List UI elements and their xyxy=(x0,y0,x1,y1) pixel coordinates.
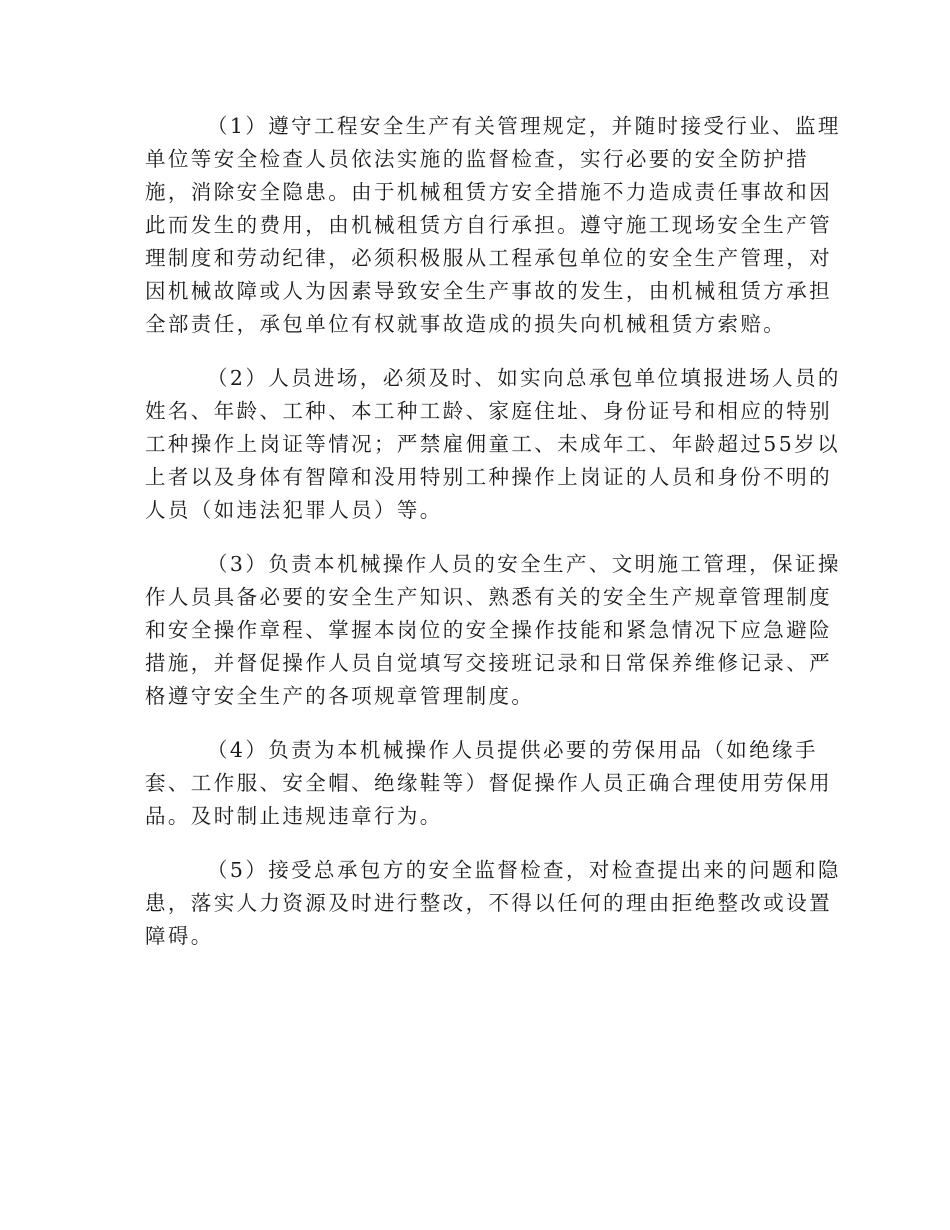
paragraph-line: （3）负责本机械操作人员的安全生产、文明施工管理，保证操 xyxy=(207,552,841,576)
paragraph-line: 单位等安全检查人员依法实施的监督检查，实行必要的安全防护措 xyxy=(145,147,810,171)
paragraph-2 xyxy=(145,362,841,527)
paragraph-line: 措施，并督促操作人员自觉填写交接班记录和日常保养维修记录、严 xyxy=(145,651,832,675)
paragraph-line: 患，落实人力资源及时进行整改，不得以任何的理由拒绝整改或设置 xyxy=(145,891,832,915)
paragraph-line: 此而发生的费用，由机械租赁方自行承担。遵守施工现场安全生产管 xyxy=(145,213,832,237)
paragraph-line: 理制度和劳动纪律，必须积极服从工程承包单位的安全生产管理，对 xyxy=(145,246,832,270)
paragraph-4 xyxy=(145,734,832,833)
paragraph-line: 工种操作上岗证等情况；严禁雇佣童工、未成年工、年龄超过55岁以 xyxy=(145,432,840,456)
paragraph-line: 上者以及身体有智障和没用特别工种操作上岗证的人员和身份不明的 xyxy=(145,465,832,489)
paragraph-1 xyxy=(145,110,841,341)
paragraph-line: （5）接受总承包方的安全监督检查，对检查提出来的问题和隐 xyxy=(207,858,841,882)
paragraph-line: 套、工作服、安全帽、绝缘鞋等）督促操作人员正确合理使用劳保用 xyxy=(145,771,832,795)
paragraph-line: （2）人员进场，必须及时、如实向总承包单位填报进场人员的 xyxy=(207,366,841,390)
paragraph-line: 格遵守安全生产的各项规章管理制度。 xyxy=(145,684,535,708)
paragraph-5 xyxy=(145,854,841,953)
paragraph-line: 因机械故障或人为因素导致安全生产事故的发生，由机械租赁方承担 xyxy=(145,279,832,303)
paragraph-line: 和安全操作章程、掌握本岗位的安全操作技能和紧急情况下应急避险 xyxy=(145,618,832,642)
paragraph-line: 障碍。 xyxy=(145,924,214,948)
paragraph-line: 姓名、年龄、工种、本工种工龄、家庭住址、身份证号和相应的特别 xyxy=(145,399,832,423)
paragraph-line: 作人员具备必要的安全生产知识、熟悉有关的安全生产规章管理制度 xyxy=(145,585,832,609)
paragraph-line: （1）遵守工程安全生产有关管理规定，并随时接受行业、监理 xyxy=(207,114,841,138)
paragraph-line: 全部责任，承包单位有权就事故造成的损失向机械租赁方索赔。 xyxy=(145,312,787,336)
paragraph-line: （4）负责为本机械操作人员提供必要的劳保用品（如绝缘手 xyxy=(207,738,818,762)
paragraph-3 xyxy=(145,548,841,713)
paragraph-line: 品。及时制止违规违章行为。 xyxy=(145,804,443,828)
paragraph-line: 施，消除安全隐患。由于机械租赁方安全措施不力造成责任事故和因 xyxy=(145,180,832,204)
paragraph-line: 人员（如违法犯罪人员）等。 xyxy=(145,498,443,522)
document-body xyxy=(145,110,841,974)
